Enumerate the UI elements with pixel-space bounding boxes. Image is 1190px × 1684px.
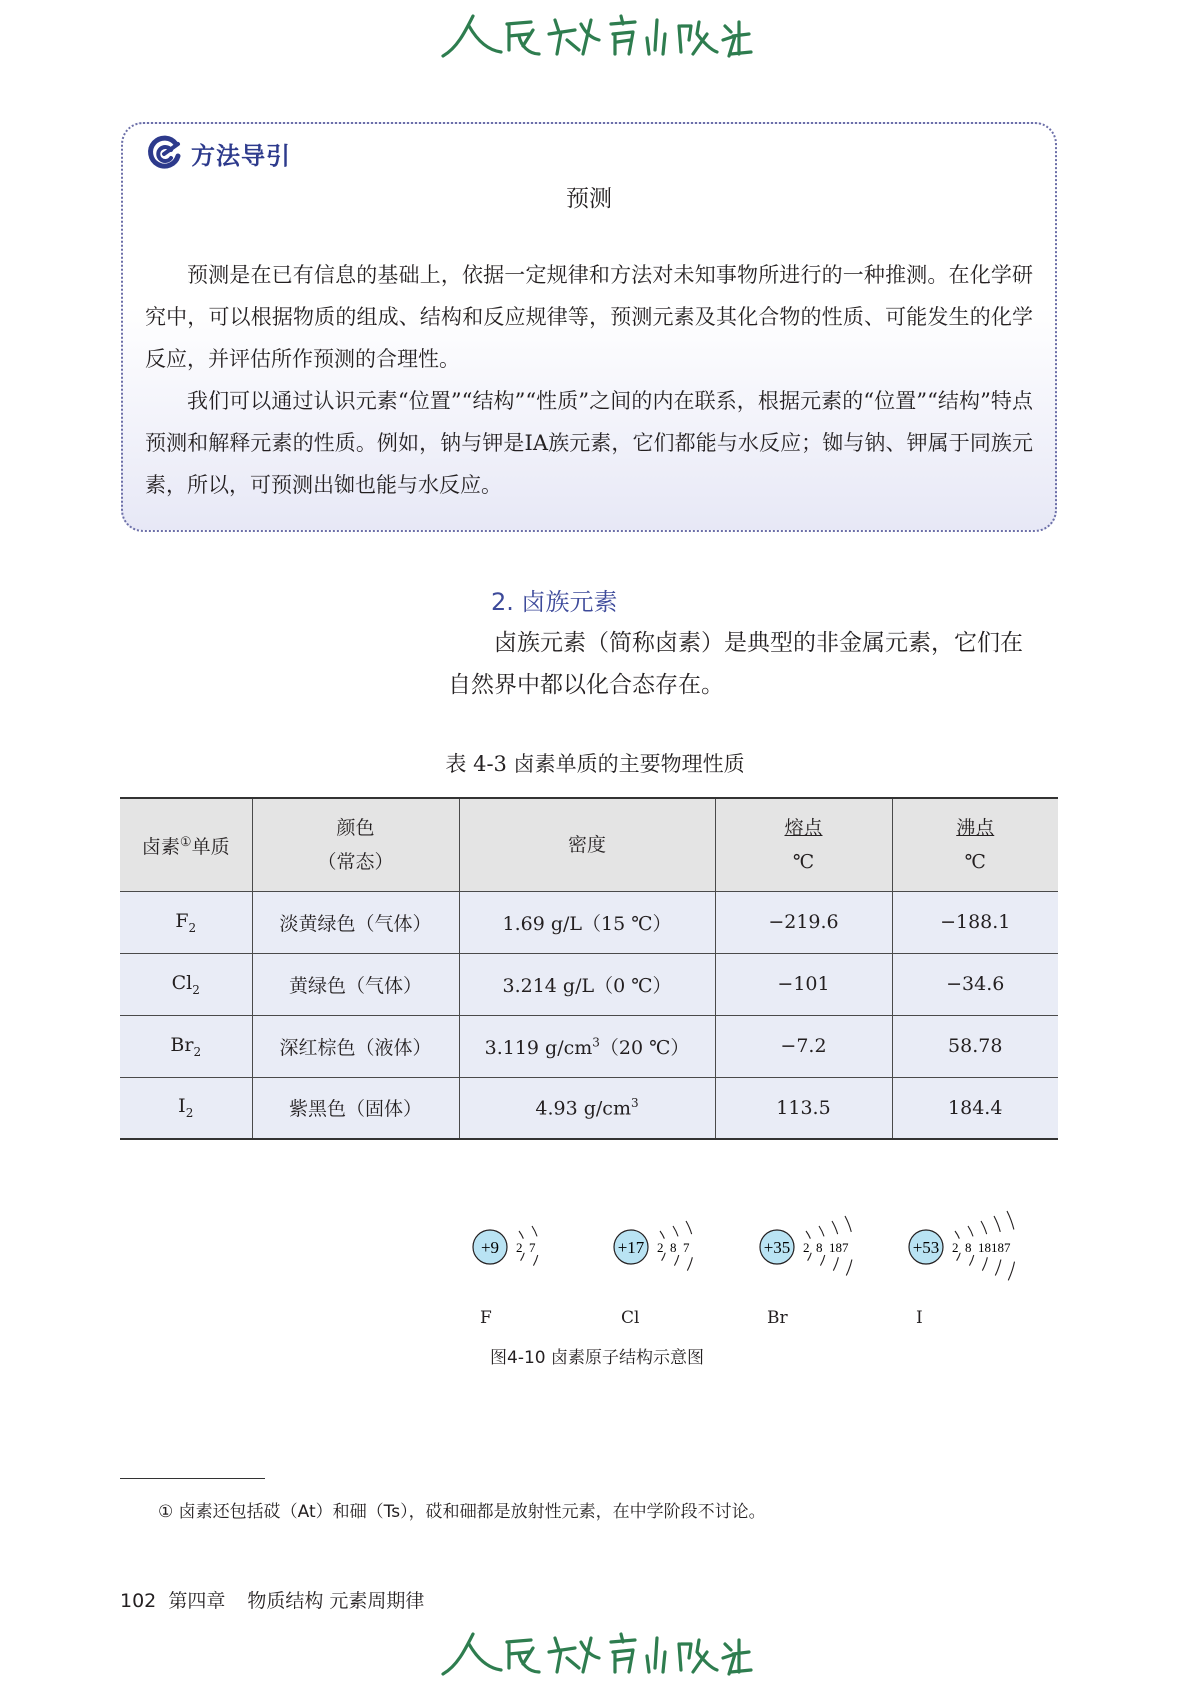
publisher-logo-image <box>435 10 755 62</box>
publisher-logo-image <box>435 1628 755 1680</box>
shell-electron-count: 8 <box>816 1240 823 1255</box>
element-symbol: Cl <box>171 971 193 994</box>
shell-electron-count: 7 <box>529 1240 536 1255</box>
shell-electron-count: 2 <box>516 1240 523 1255</box>
shell-electron-count: 18 <box>991 1240 1004 1255</box>
shell-electron-count: 2 <box>952 1240 959 1255</box>
element-subscript: 2 <box>192 982 200 997</box>
shell-electron-count: 7 <box>683 1240 690 1255</box>
density-value: 3.214 g/L（0 ℃） <box>502 974 672 997</box>
header-text: 熔点 <box>784 816 823 839</box>
element-subscript: 2 <box>188 920 197 935</box>
table-caption: 表 4-3 卤素单质的主要物理性质 <box>445 752 745 776</box>
element-symbol: F <box>175 909 189 932</box>
atom-name: F <box>480 1308 492 1328</box>
cell-color: 紫黑色（固体） <box>252 1077 459 1139</box>
header-color <box>252 798 459 891</box>
header-unit: ℃ <box>792 850 815 873</box>
atom-i <box>909 1211 1016 1283</box>
atom-cl <box>614 1221 694 1273</box>
footnote: ① 卤素还包括砹（At）和鿬（Ts），砹和鿬都是放射性元素，在中学阶段不讨论。 <box>158 1502 766 1522</box>
element-subscript: 2 <box>193 1044 202 1059</box>
header-text: 卤素 <box>141 835 180 858</box>
cell-melting-point: −7.2 <box>715 1015 892 1077</box>
figure-caption: 图4-10 卤素原子结构示意图 <box>490 1348 704 1368</box>
section-text-line: 自然界中都以化合态存在。 <box>448 672 724 698</box>
header-melting-point <box>715 798 892 891</box>
density-exponent: 3 <box>630 1096 639 1111</box>
nucleus-charge: +35 <box>763 1238 791 1257</box>
cell-color: 深红棕色（液体） <box>252 1015 459 1077</box>
shell-electron-count: 7 <box>1004 1240 1011 1255</box>
shell-electron-count: 8 <box>670 1240 677 1255</box>
method-guide-icon <box>145 134 183 172</box>
halogen-properties-table <box>120 797 1058 1140</box>
cell-melting-point: −219.6 <box>715 891 892 953</box>
cell-boiling-point: 184.4 <box>892 1077 1058 1139</box>
header-boiling-point <box>892 798 1058 891</box>
header-text: （常态） <box>317 850 394 873</box>
cell-boiling-point: 58.78 <box>892 1015 1058 1077</box>
atom-f <box>473 1226 539 1268</box>
cell-element <box>120 1077 252 1139</box>
chapter-title: 物质结构 元素周期律 <box>247 1590 425 1612</box>
density-exponent: 3 <box>592 1035 600 1050</box>
cell-melting-point: −101 <box>715 953 892 1015</box>
footnote-rule <box>120 1478 265 1479</box>
method-guide-body <box>145 254 1033 506</box>
cell-element <box>120 1015 252 1077</box>
method-guide-paragraph: 我们可以通过认识元素“位置”“结构”“性质”之间的内在联系，根据元素的“位置”“结构”特点预测和解释元素的性质。例如，钠与钾是ⅠA族元素，它们都能与水反应；铷与钠、钾属于同族元素，所以，可预测出铷也能与水反应。 <box>145 389 1033 497</box>
table-row <box>120 953 1058 1015</box>
page-number: 102 <box>120 1590 157 1612</box>
density-condition: （20 ℃） <box>599 1036 690 1059</box>
header-text: 沸点 <box>956 816 995 839</box>
element-symbol: Br <box>170 1033 194 1056</box>
shell-electron-count: 8 <box>965 1240 972 1255</box>
method-guide-paragraph: 预测是在已有信息的基础上，依据一定规律和方法对未知事物所进行的一种推测。在化学研究中，可以根据物质的组成、结构和反应规律等，预测元素及其化合物的性质、可能发生的化学反应，并评估所作预测的合理性。 <box>145 263 1033 371</box>
publisher-logo-bottom <box>0 1628 1190 1684</box>
table-row <box>120 1077 1058 1139</box>
method-guide-box <box>121 122 1057 532</box>
density-value: 3.119 g/cm <box>484 1036 593 1059</box>
header-halogen <box>120 798 252 891</box>
cell-boiling-point: −188.1 <box>892 891 1058 953</box>
cell-density <box>459 1077 715 1139</box>
nucleus-charge: +53 <box>912 1238 940 1257</box>
shell-electron-count: 18 <box>829 1240 842 1255</box>
atom-structure-diagram <box>0 1195 1190 1305</box>
table-header-row <box>120 798 1058 891</box>
element-symbol: I <box>178 1095 186 1118</box>
cell-melting-point: 113.5 <box>715 1077 892 1139</box>
atom-br <box>760 1216 853 1278</box>
element-subscript: 2 <box>185 1106 194 1121</box>
header-text: 颜色 <box>336 816 375 839</box>
method-guide-title: 预测 <box>566 186 612 212</box>
header-unit: ℃ <box>964 850 986 873</box>
nucleus-charge: +9 <box>480 1238 500 1257</box>
density-value: 4.93 g/cm <box>535 1097 631 1120</box>
header-text: 单质 <box>191 835 230 858</box>
cell-density <box>459 953 715 1015</box>
header-density: 密度 <box>459 798 715 891</box>
method-guide-label: 方法导引 <box>191 141 291 170</box>
footnote-mark: ① <box>179 834 192 850</box>
shell-electron-count: 2 <box>803 1240 810 1255</box>
table-row <box>120 891 1058 953</box>
section-title: 2. 卤族元素 <box>491 588 618 616</box>
section-text-line: 卤族元素（简称卤素）是典型的非金属元素，它们在 <box>494 630 1023 656</box>
method-guide-header <box>145 134 291 172</box>
cell-element <box>120 953 252 1015</box>
page-folio <box>120 1586 424 1613</box>
table-row <box>120 1015 1058 1077</box>
atom-name: Br <box>767 1308 788 1328</box>
cell-density <box>459 891 715 953</box>
cell-element <box>120 891 252 953</box>
atom-name: I <box>916 1308 923 1328</box>
shell-electron-count: 2 <box>657 1240 664 1255</box>
cell-color: 黄绿色（气体） <box>252 953 459 1015</box>
cell-density <box>459 1015 715 1077</box>
density-value: 1.69 g/L（15 ℃） <box>502 912 672 935</box>
atom-name: Cl <box>621 1308 640 1328</box>
chapter-number: 第四章 <box>168 1590 226 1612</box>
shell-electron-count: 18 <box>978 1240 991 1255</box>
cell-color: 淡黄绿色（气体） <box>252 891 459 953</box>
cell-boiling-point: −34.6 <box>892 953 1058 1015</box>
nucleus-charge: +17 <box>617 1238 645 1257</box>
section-text <box>448 622 1060 706</box>
shell-electron-count: 7 <box>842 1240 849 1255</box>
publisher-logo-top <box>0 10 1190 66</box>
